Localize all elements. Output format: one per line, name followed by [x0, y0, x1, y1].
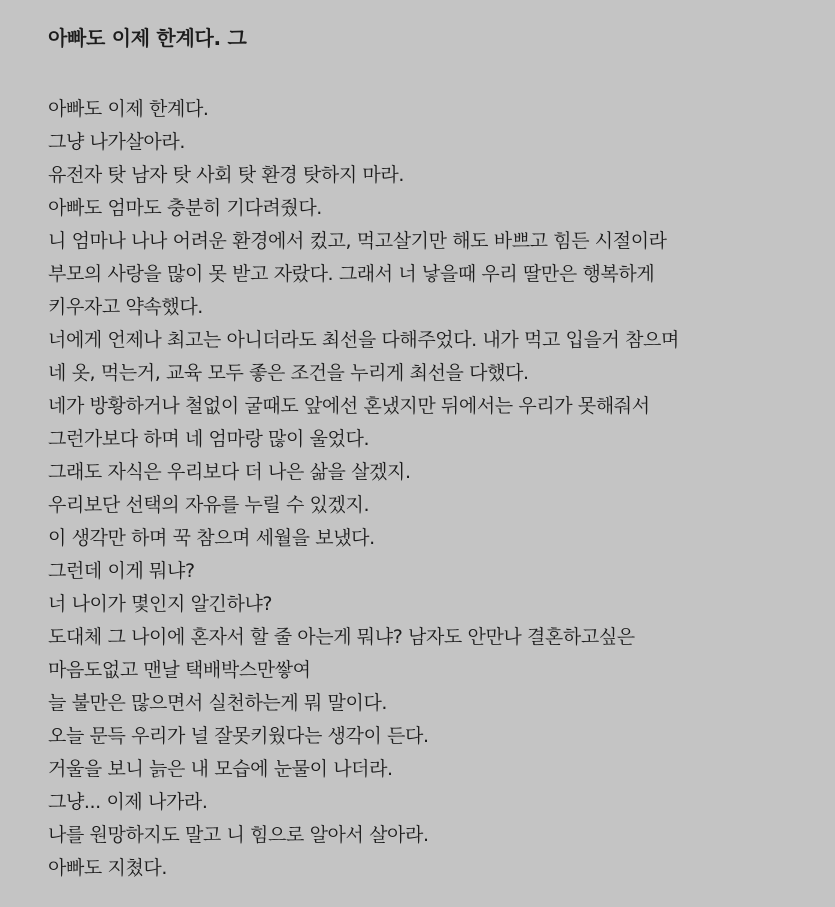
post-line: 네 옷, 먹는거, 교육 모두 좋은 조건을 누리게 최선을 다했다.: [48, 362, 529, 384]
post-line: 키우자고 약속했다.: [48, 296, 203, 318]
post-line: 너에게 언제나 최고는 아니더라도 최선을 다해주었다. 내가 먹고 입을거 참으며: [48, 329, 679, 351]
post-line: 니 엄마나 나나 어려운 환경에서 컸고, 먹고살기만 해도 바쁘고 힘든 시절이라: [48, 230, 667, 252]
post-line: 우리보단 선택의 자유를 누릴 수 있겠지.: [48, 494, 370, 516]
post-line: 아빠도 이제 한계다.: [48, 98, 209, 120]
post-line: 거울을 보니 늙은 내 모습에 눈물이 나더라.: [48, 758, 393, 780]
post-line: 도대체 그 나이에 혼자서 할 줄 아는게 뭐냐? 남자도 안만나 결혼하고싶은: [48, 626, 635, 648]
post-line: 이 생각만 하며 꾹 참으며 세월을 보냈다.: [48, 527, 375, 549]
post-line: 아빠도 엄마도 충분히 기다려줬다.: [48, 197, 322, 219]
post-line: 오늘 문득 우리가 널 잘못키웠다는 생각이 든다.: [48, 725, 429, 747]
post-line: 나를 원망하지도 말고 니 힘으로 알아서 살아라.: [48, 824, 429, 846]
post-line: 늘 불만은 많으면서 실천하는게 뭐 말이다.: [48, 692, 388, 714]
post-body: [48, 93, 835, 885]
post-line: 그런데 이게 뭐냐?: [48, 560, 195, 582]
post-line: 유전자 탓 남자 탓 사회 탓 환경 탓하지 마라.: [48, 164, 404, 186]
post-line: 마음도없고 맨날 택배박스만쌓여: [48, 659, 311, 681]
post-line: 그냥 나가살아라.: [48, 131, 185, 153]
post-line: 그냥... 이제 나가라.: [48, 791, 208, 813]
post-line: 네가 방황하거나 철없이 굴때도 앞에선 혼냈지만 뒤에서는 우리가 못해줘서: [48, 395, 650, 417]
post-line: 그런가보다 하며 네 엄마랑 많이 울었다.: [48, 428, 370, 450]
post-line: 그래도 자식은 우리보다 더 나은 삶을 살겠지.: [48, 461, 411, 483]
post-line: 부모의 사랑을 많이 못 받고 자랐다. 그래서 너 낳을때 우리 딸만은 행복하게: [48, 263, 655, 285]
post-line: 너 나이가 몇인지 알긴하냐?: [48, 593, 273, 615]
post-line: 아빠도 지쳤다.: [48, 857, 168, 879]
post-title: 아빠도 이제 한계다. 그: [48, 26, 247, 50]
